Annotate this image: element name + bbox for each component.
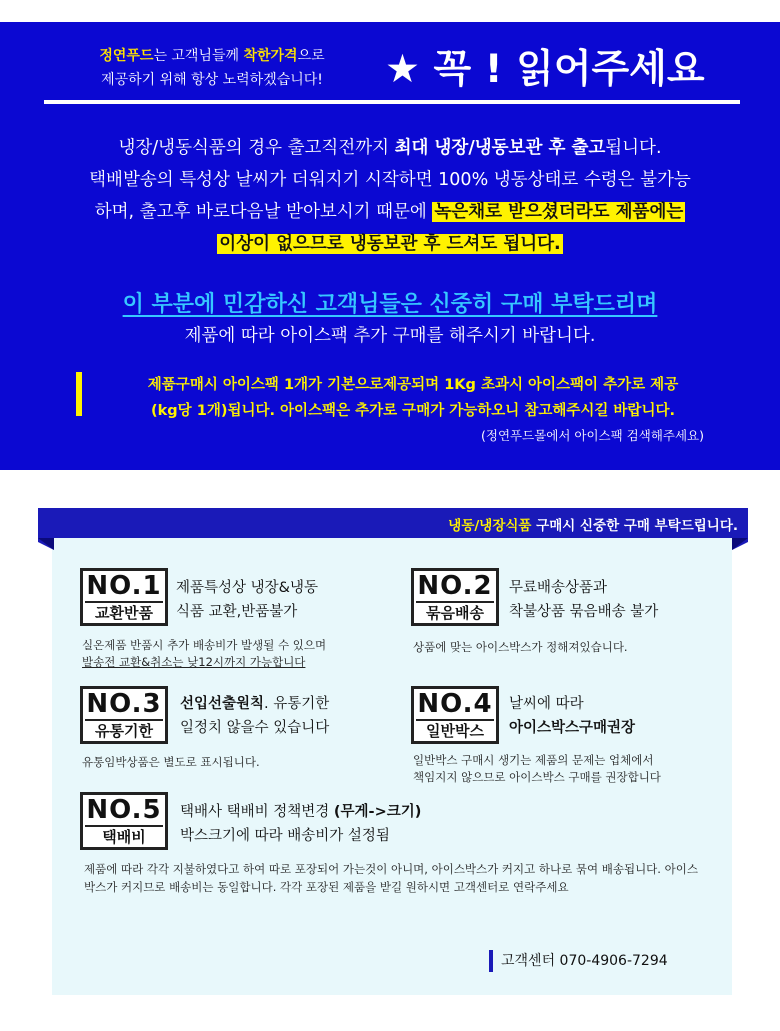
intro-text-a: 는 고객님들께: [153, 48, 244, 64]
desc-line-2: 아이스박스구매권장: [509, 720, 636, 736]
notice-line-2: 택배발송의 특성상 날씨가 더워지기 시작하면 100% 냉동상태로 수령은 불가능: [89, 170, 691, 190]
caution-subtext: 제품에 따라 아이스팩 추가 구매를 해주시기 바랍니다.: [184, 326, 596, 346]
badge-label: 일반박스: [416, 719, 494, 741]
badge-no1: [80, 568, 168, 626]
badge-label: 택배비: [85, 825, 163, 847]
note-line-1: 실온제품 반품시 추가 배송비가 발생될 수 있으며: [82, 638, 327, 652]
item-desc-no2: [509, 576, 658, 624]
notice-line-4: [40, 228, 740, 260]
badge-number: NO.3: [86, 689, 162, 719]
desc-line-1: 날씨에 따라: [509, 696, 584, 712]
badge-no5: [80, 792, 168, 850]
icepack-line-1: 제품구매시 아이스팩 1개가 기본으로제공되며 1Kg 초과시 아이스팩이 추가로 제공: [147, 377, 679, 393]
item-desc-no3: [180, 692, 329, 740]
icepack-accent-bar: [76, 372, 82, 416]
item-note-no4: [413, 752, 661, 786]
badge-label: 교환반품: [85, 601, 163, 623]
badge-no3: [80, 686, 168, 744]
notice-line-1c: 됩니다.: [605, 138, 662, 158]
desc-line-2: 일정치 않을수 있습니다: [180, 720, 330, 736]
banner-highlight: 냉동/냉장식품: [448, 518, 532, 534]
item-note-no2: [413, 639, 628, 656]
notice-line-3: [40, 196, 740, 228]
badge-number: NO.1: [86, 571, 162, 601]
badge-number: NO.2: [417, 571, 493, 601]
notice-line-1: [40, 132, 740, 164]
intro-line-2: 제공하기 위해 항상 노력하겠습니다!: [101, 72, 323, 88]
note-line-2: 발송전 교환&취소는 낮12시까지 가능합니다: [82, 655, 306, 669]
shipping-notice-body: [40, 132, 740, 260]
item-note-no3: [82, 754, 260, 771]
notice-line-3-highlight: 녹은채로 받으셨더라도 제품에는: [434, 202, 684, 222]
icepack-notice: [76, 372, 736, 424]
item-desc-no5: [180, 800, 421, 848]
headline-divider: [44, 100, 740, 104]
guide-banner: [38, 508, 748, 544]
notice-line-1b: 최대 냉장/냉동보관 후 출고: [394, 138, 606, 158]
note-line-1: 상품에 맞는 아이스박스가 정해져있습니다.: [413, 640, 628, 654]
caution-message: 이 부분에 민감하신 고객님들은 신중히 구매 부탁드리며: [122, 292, 658, 317]
price-emphasis: 착한가격: [243, 48, 298, 64]
brand-name: 정연푸드: [99, 48, 154, 64]
notice-line-3a: 하며, 출고후 바로다음날 받아보시기 때문에: [94, 202, 433, 222]
packaging-note: 제품에 따라 각각 지불하였다고 하여 따로 포장되어 가는것이 아니며, 아이스박스가 커지고 하나로 묶여 배송됩니다. 아이스박스가 커지므로 배송비는 동일합니다. 각각 포장된 제품을 받길 원하시면 고객센터로 연락주세요: [84, 862, 698, 894]
badge-label: 묶음배송: [416, 601, 494, 623]
banner-rest: 구매시 신중한 구매 부탁드립니다.: [531, 518, 738, 534]
desc-line-1-bold: 선입선출원칙: [180, 696, 265, 712]
desc-line-1: 무료배송상품과: [509, 580, 608, 596]
desc-line-2: 식품 교환,반품불가: [176, 604, 298, 620]
badge-number: NO.4: [417, 689, 493, 719]
desc-line-1-bold: (무게->크기): [333, 804, 422, 820]
note-line-1: 일반박스 구매시 생기는 제품의 문제는 업체에서: [413, 753, 654, 767]
note-line-1: 유통임박상품은 별도로 표시됩니다.: [82, 755, 260, 769]
badge-no4: [411, 686, 499, 744]
desc-line-1: 제품특성상 냉장&냉동: [176, 580, 318, 596]
notice-section: [0, 22, 780, 470]
badge-label: 유통기한: [85, 719, 163, 741]
intro-text-b: 으로: [297, 48, 325, 64]
notice-line-1a: 냉장/냉동식품의 경우 출고직전까지: [118, 138, 395, 158]
desc-line-1: 택배사 택배비 정책변경: [180, 804, 334, 820]
intro-message: [52, 44, 372, 92]
item-desc-no1: [176, 576, 318, 624]
page-headline: ★ 꼭 ! 읽어주세요: [385, 47, 705, 92]
notice-line-4-highlight: 이상이 없으므로 냉동보관 후 드셔도 됩니다.: [219, 234, 561, 254]
note-line-2: 책임지지 않으므로 아이스박스 구매를 권장합니다: [413, 770, 661, 784]
desc-line-1-rest: . 유통기한: [264, 696, 330, 712]
banner-text: [338, 514, 738, 534]
customer-center-phone: 고객센터 070-4906-7294: [489, 950, 668, 972]
badge-no2: [411, 568, 499, 626]
icepack-search-note: (정연푸드몰에서 아이스팩 검색해주세요): [481, 428, 704, 443]
desc-line-2: 박스크기에 따라 배송비가 설정됨: [180, 828, 390, 844]
desc-line-2: 착불상품 묶음배송 불가: [509, 604, 659, 620]
item-desc-no4: [509, 692, 635, 740]
badge-number: NO.5: [86, 795, 162, 825]
item-note-no1: [82, 637, 326, 671]
icepack-line-2: (kg당 1개)됩니다. 아이스팩은 추가로 구매가 가능하오니 참고해주시길 바랍니다.: [151, 403, 675, 419]
